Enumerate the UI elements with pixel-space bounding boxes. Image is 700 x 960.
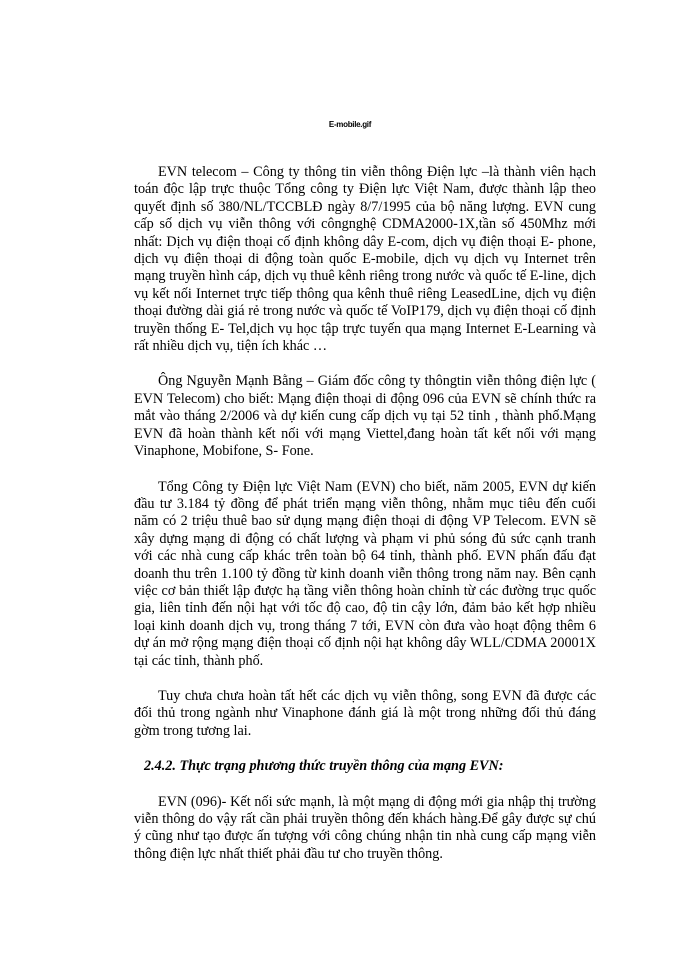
image-caption: E-mobile.gif bbox=[328, 120, 372, 129]
paragraph-communication: EVN (096)- Kết nối sức mạnh, là một mạng di động mới gia nhập thị trường viễn thông do vậy rất cần phải truyền thông đến khách hàng.Để gây được sự chú ý cũng như tạo được ấn tượng với công chúng nhận tin nhà cung cấp mạng viễn thông điện lực nhất thiết phải đầu tư cho truyền thông. bbox=[134, 793, 596, 862]
paragraph-director-statement: Ông Nguyễn Mạnh Bằng – Giám đốc công ty thôngtin viễn thông điện lực ( EVN Telecom) cho biết: Mạng điện thoại di động 096 của EVN sẽ chính thức ra mắt vào tháng 2/2006 và dự kiến cung cấp dịch vụ tại 52 tỉnh , thành phố.Mạng EVN đã hoàn thành kết nối với mạng Viettel,đang hoàn tất kết nối với mạng Vinaphone, Mobifone, S- Fone. bbox=[134, 373, 596, 460]
paragraph-competitors: Tuy chưa chưa hoàn tất hết các dịch vụ viễn thông, song EVN đã được các đối thủ trong ngành như Vinaphone đánh giá là một trong những đối thủ đáng gờm trong tương lai. bbox=[134, 687, 596, 739]
paragraph-investment-plan: Tổng Công ty Điện lực Việt Nam (EVN) cho biết, năm 2005, EVN dự kiến đầu tư 3.184 tỷ đồng để phát triển mạng viễn thông, nhằm mục tiêu đến cuối năm có 2 triệu thuê bao sử dụng mạng điện thoại di động VP Telecom. EVN sẽ xây dựng mạng di động có chất lượng và phạm vi phủ sóng đủ sức cạnh tranh với các nhà cung cấp khác trên toàn bộ 64 tỉnh, thành phố. EVN phấn đấu đạt doanh thu trên 1.100 tỷ đồng từ kinh doanh viễn thông trong năm nay. Bên cạnh việc cơ bản thiết lập được hạ tầng viễn thông hoàn chỉnh từ các đường trục quốc gia, liên tỉnh đến nội hạt với tốc độ cao, độ tin cậy lớn, đảm bảo kết hợp nhiều loại kinh doanh dịch vụ, trong tháng 7 tới, EVN còn đưa vào hoạt động thêm 6 dự án mở rộng mạng điện thoại cố định nội hạt không dây WLL/CDMA 20001X tại các tỉnh, thành phố. bbox=[134, 478, 596, 669]
document-body bbox=[134, 146, 596, 863]
section-heading: 2.4.2. Thực trạng phương thức truyền thông của mạng EVN: bbox=[144, 758, 504, 775]
paragraph-evn-telecom-intro: EVN telecom – Công ty thông tin viễn thông Điện lực –là thành viên hạch toán độc lập trực thuộc Tổng công ty Điện lực Việt Nam, được thành lập theo quyết định số 380/NL/TCCBLĐ ngày 8/7/1995 của bộ năng lượng. EVN cung cấp số dịch vụ viễn thông với côngnghệ CDMA2000-1X,tần số 450Mhz mới nhất: Dịch vụ điện thoại cố định không dây E-com, dịch vụ điện thoại E- phone, dịch vụ điện thoại di động toàn quốc E-mobile, dịch vụ dịch vụ Internet trên mạng truyền hình cáp, dịch vụ thuê kênh riêng trong nước và quốc tế E-line, dịch vụ kết nối Internet trực tiếp thông qua kênh thuê riêng LeasedLine, dịch vụ điện thoại đường dài giá rẻ trong nước và quốc tế VoIP179, dịch vụ điện thoại cố định truyền thống E- Tel,dịch vụ học tập trực tuyến qua mạng Internet E-Learning và rất nhiều dịch vụ, tiện ích khác … bbox=[134, 164, 596, 355]
